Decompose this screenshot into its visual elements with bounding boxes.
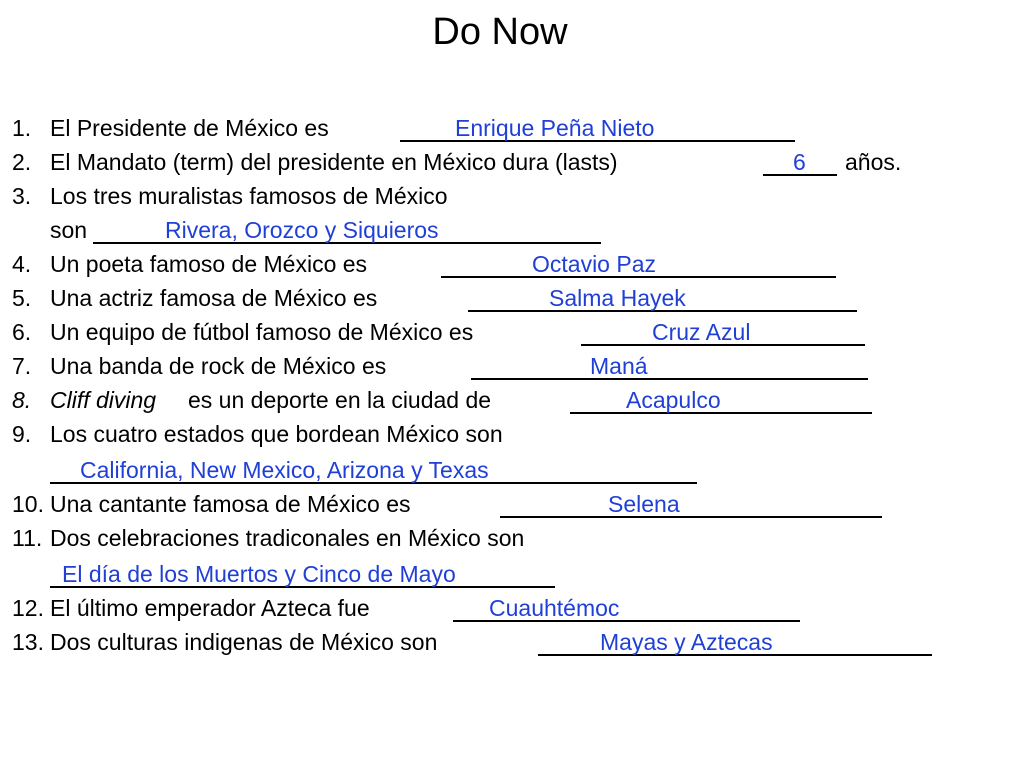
answer-blank xyxy=(570,386,872,414)
question-text: Un poeta famoso de México es xyxy=(50,251,368,277)
answer-text: Rivera, Orozco y Siquieros xyxy=(165,217,439,243)
answer-text: Cruz Azul xyxy=(652,319,751,345)
answer-text: Maná xyxy=(590,353,648,379)
question-number: 8. xyxy=(12,387,32,413)
question-number: 3. xyxy=(12,183,32,209)
question-text: Dos celebraciones tradiconales en México son xyxy=(50,525,525,551)
answer-text: Cuauhtémoc xyxy=(489,595,620,621)
question-number: 6. xyxy=(12,319,32,345)
question-number: 11. xyxy=(12,525,43,551)
answer-text: California, New Mexico, Arizona y Texas xyxy=(80,457,489,483)
answer-text: 6 xyxy=(793,149,806,175)
question-text: es un deporte en la ciudad de xyxy=(188,387,492,413)
question-italic-text: Cliff diving xyxy=(50,387,157,413)
question-text: El último emperador Azteca fue xyxy=(50,595,370,621)
question-text: Los tres muralistas famosos de México xyxy=(50,183,448,209)
question-text: Un equipo de fútbol famoso de México es xyxy=(50,319,474,345)
answer-text: Mayas y Aztecas xyxy=(600,629,773,655)
answer-text: Acapulco xyxy=(626,387,721,413)
question-number: 10. xyxy=(12,491,44,517)
question-text: Una banda de rock de México es xyxy=(50,353,387,379)
question-number: 2. xyxy=(12,149,32,175)
question-number: 12. xyxy=(12,595,44,621)
question-number: 13. xyxy=(12,629,44,655)
question-text: El Presidente de México es xyxy=(50,115,329,141)
answer-text: Octavio Paz xyxy=(532,251,656,277)
question-number: 9. xyxy=(12,421,32,447)
answer-text: Selena xyxy=(608,491,680,517)
question-text: Dos culturas indigenas de México son xyxy=(50,629,438,655)
question-number: 4. xyxy=(12,251,32,277)
question-number: 7. xyxy=(12,353,32,379)
answer-blank xyxy=(471,352,868,380)
question-number: 1. xyxy=(12,115,32,141)
answer-text: Enrique Peña Nieto xyxy=(455,115,655,141)
question-suffix: años. xyxy=(845,149,902,175)
answer-text: El día de los Muertos y Cinco de Mayo xyxy=(62,561,456,587)
question-text: son xyxy=(50,217,88,243)
question-text: Los cuatro estados que bordean México son xyxy=(50,421,503,447)
answer-blank xyxy=(500,490,882,518)
answer-text: Salma Hayek xyxy=(549,285,686,311)
question-number: 5. xyxy=(12,285,32,311)
question-text: Una actriz famosa de México es xyxy=(50,285,378,311)
question-text: El Mandato (term) del presidente en México dura (lasts) xyxy=(50,149,618,175)
page-title: Do Now xyxy=(432,11,568,53)
question-text: Una cantante famosa de México es xyxy=(50,491,411,517)
